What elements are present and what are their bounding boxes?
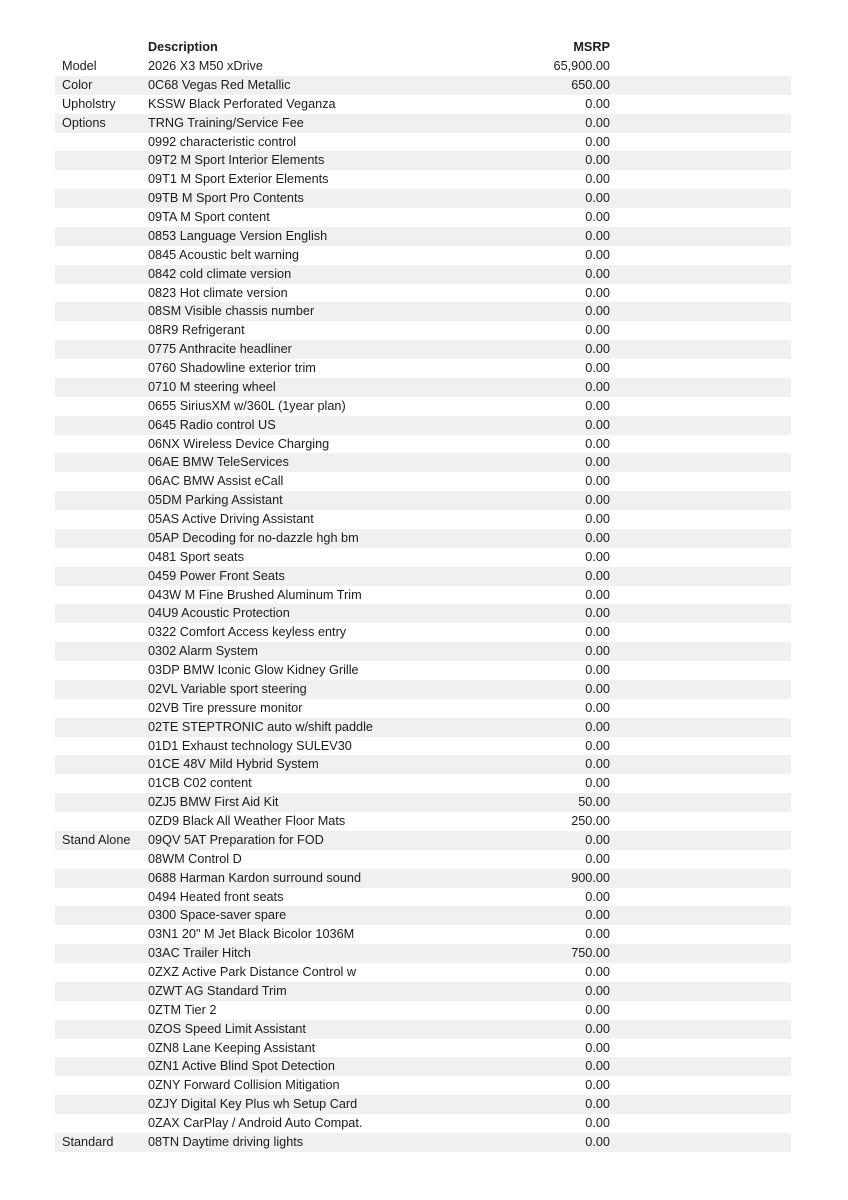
row-description: 06AC BMW Assist eCall: [148, 474, 284, 489]
row-description: 09QV 5AT Preparation for FOD: [148, 832, 324, 847]
row-description: 0322 Comfort Access keyless entry: [148, 625, 347, 640]
row-description: 0655 SiriusXM w/360L (1year plan): [148, 398, 346, 413]
row-msrp: 0.00: [585, 776, 610, 791]
row-msrp: 0.00: [585, 644, 610, 659]
row-description: 0853 Language Version English: [148, 228, 328, 243]
table-row: [55, 416, 791, 435]
table-row: [55, 793, 791, 812]
row-msrp: 0.00: [585, 96, 610, 111]
row-description: 01D1 Exhaust technology SULEV30: [148, 738, 352, 753]
table-row: [55, 699, 791, 718]
row-msrp: 0.00: [585, 832, 610, 847]
row-description: 08TN Daytime driving lights: [148, 1134, 304, 1149]
row-msrp: 0.00: [585, 606, 610, 621]
row-msrp: 0.00: [585, 1040, 610, 1055]
row-msrp: 0.00: [585, 115, 610, 130]
row-msrp: 0.00: [585, 172, 610, 187]
row-msrp: 0.00: [585, 983, 610, 998]
row-msrp: 0.00: [585, 417, 610, 432]
row-msrp: 0.00: [585, 436, 610, 451]
row-description: 0845 Acoustic belt warning: [148, 247, 299, 262]
row-msrp: 0.00: [585, 398, 610, 413]
table-row: [55, 95, 791, 114]
row-description: 0459 Power Front Seats: [148, 568, 285, 583]
row-msrp: 0.00: [585, 568, 610, 583]
row-msrp: 0.00: [585, 757, 610, 772]
row-description: 02VL Variable sport steering: [148, 681, 307, 696]
table-row: [55, 208, 791, 227]
row-msrp: 0.00: [585, 663, 610, 677]
row-msrp: 0.00: [585, 191, 610, 206]
row-description: 0ZWT AG Standard Trim: [148, 983, 287, 998]
description-column-header: Description: [148, 40, 218, 54]
table-row: [55, 453, 791, 472]
row-description: 02VB Tire pressure monitor: [148, 700, 303, 715]
row-description: KSSW Black Perforated Veganza: [148, 96, 336, 111]
row-msrp: 750.00: [571, 946, 610, 961]
row-msrp: 0.00: [585, 266, 610, 281]
table-row: [55, 114, 791, 133]
row-description: 05AS Active Driving Assistant: [148, 512, 314, 526]
row-description: 02TE STEPTRONIC auto w/shift paddle: [148, 719, 373, 734]
table-row: [55, 397, 791, 416]
table-row: [55, 76, 791, 95]
row-msrp: 50.00: [578, 795, 610, 810]
table-row: [55, 170, 791, 189]
row-msrp: 0.00: [585, 1002, 610, 1017]
row-category: Options: [62, 115, 106, 130]
row-description: 08SM Visible chassis number: [148, 304, 315, 319]
row-msrp: 0.00: [585, 625, 610, 640]
table-row: [55, 1001, 791, 1020]
row-msrp: 0.00: [585, 285, 610, 300]
row-category: Model: [62, 59, 97, 73]
row-msrp: 0.00: [585, 908, 610, 923]
row-msrp: 0.00: [585, 927, 610, 942]
row-description: 2026 X3 M50 xDrive: [148, 59, 263, 73]
table-header-row: [55, 38, 791, 57]
table-row: [55, 718, 791, 737]
row-description: 09T2 M Sport Interior Elements: [148, 153, 325, 168]
row-description: 0ZJ5 BMW First Aid Kit: [148, 795, 279, 810]
row-description: 0ZNY Forward Collision Mitigation: [148, 1078, 340, 1093]
row-description: 08R9 Refrigerant: [148, 323, 245, 338]
row-msrp: 0.00: [585, 1059, 610, 1074]
table-row: [55, 812, 791, 831]
table-row: [55, 586, 791, 605]
vehicle-options-table: [55, 38, 791, 1152]
row-description: 09T1 M Sport Exterior Elements: [148, 172, 329, 187]
row-msrp: 250.00: [571, 814, 610, 828]
row-msrp: 0.00: [585, 681, 610, 696]
table-row: [55, 529, 791, 548]
table-body: [55, 57, 791, 1152]
table-row: [55, 1020, 791, 1039]
table-row: [55, 151, 791, 170]
row-msrp: 0.00: [585, 153, 610, 168]
row-msrp: 0.00: [585, 455, 610, 470]
row-description: 09TA M Sport content: [148, 210, 270, 224]
table-row: [55, 1095, 791, 1114]
table-row: [55, 1133, 791, 1152]
row-msrp: 650.00: [571, 77, 610, 92]
row-description: 0ZTM Tier 2: [148, 1002, 217, 1017]
table-row: [55, 435, 791, 454]
row-description: 05DM Parking Assistant: [148, 493, 283, 508]
row-description: 0481 Sport seats: [148, 549, 244, 564]
row-description: 06AE BMW TeleServices: [148, 455, 289, 470]
table-row: [55, 548, 791, 567]
row-msrp: 0.00: [585, 1021, 610, 1036]
row-msrp: 0.00: [585, 361, 610, 375]
table-row: [55, 906, 791, 925]
table-row: [55, 850, 791, 869]
row-description: 05AP Decoding for no-dazzle hgh bm: [148, 530, 359, 545]
row-description: 0710 M steering wheel: [148, 379, 276, 394]
table-row: [55, 604, 791, 623]
table-row: [55, 755, 791, 774]
row-description: 0ZN1 Active Blind Spot Detection: [148, 1059, 335, 1074]
table-row: [55, 1057, 791, 1076]
table-row: [55, 944, 791, 963]
row-description: 0ZD9 Black All Weather Floor Mats: [148, 814, 346, 828]
row-msrp: 0.00: [585, 493, 610, 508]
row-category: Upholstry: [62, 96, 116, 111]
table-row: [55, 133, 791, 152]
row-description: 0688 Harman Kardon surround sound: [148, 870, 362, 885]
row-description: 0645 Radio control US: [148, 417, 276, 432]
row-description: 08WM Control D: [148, 851, 242, 866]
row-description: 0302 Alarm System: [148, 644, 259, 659]
table-row: [55, 831, 791, 850]
row-description: 03N1 20" M Jet Black Bicolor 1036M: [148, 927, 355, 942]
row-description: 0ZN8 Lane Keeping Assistant: [148, 1040, 316, 1055]
row-msrp: 0.00: [585, 247, 610, 262]
row-msrp: 65,900.00: [553, 59, 610, 73]
row-msrp: 0.00: [585, 512, 610, 526]
row-description: 0ZJY Digital Key Plus wh Setup Card: [148, 1097, 358, 1112]
table-row: [55, 1039, 791, 1058]
table-row: [55, 925, 791, 944]
row-description: 0842 cold climate version: [148, 266, 292, 281]
row-msrp: 0.00: [585, 134, 610, 149]
row-description: 03DP BMW Iconic Glow Kidney Grille: [148, 663, 359, 677]
row-description: 043W M Fine Brushed Aluminum Trim: [148, 587, 362, 602]
row-msrp: 0.00: [585, 700, 610, 715]
row-description: 0494 Heated front seats: [148, 889, 284, 904]
row-category: Standard: [62, 1134, 114, 1149]
table-row: [55, 567, 791, 586]
row-description: 0775 Anthracite headliner: [148, 342, 292, 357]
table-row: [55, 869, 791, 888]
table-row: [55, 963, 791, 982]
table-row: [55, 265, 791, 284]
table-row: [55, 189, 791, 208]
row-description: 0ZOS Speed Limit Assistant: [148, 1021, 306, 1036]
row-description: TRNG Training/Service Fee: [148, 115, 304, 130]
row-description: 0300 Space-saver spare: [148, 908, 287, 923]
row-msrp: 0.00: [585, 323, 610, 338]
table-row: [55, 661, 791, 680]
row-msrp: 0.00: [585, 965, 610, 979]
row-msrp: 0.00: [585, 1097, 610, 1112]
row-category: Stand Alone: [62, 832, 131, 847]
table-row: [55, 284, 791, 303]
row-description: 0823 Hot climate version: [148, 285, 288, 300]
row-msrp: 0.00: [585, 474, 610, 489]
row-description: 01CE 48V Mild Hybrid System: [148, 757, 319, 772]
row-description: 0992 characteristic control: [148, 134, 297, 149]
row-msrp: 0.00: [585, 1078, 610, 1093]
table-row: [55, 472, 791, 491]
row-msrp: 0.00: [585, 587, 610, 602]
row-msrp: 0.00: [585, 719, 610, 734]
row-description: 09TB M Sport Pro Contents: [148, 191, 304, 206]
row-description: 0C68 Vegas Red Metallic: [148, 77, 291, 92]
row-msrp: 0.00: [585, 738, 610, 753]
row-description: 01CB C02 content: [148, 776, 252, 791]
table-row: [55, 340, 791, 359]
table-row: [55, 359, 791, 378]
table-row: [55, 1076, 791, 1095]
msrp-column-header: MSRP: [573, 40, 610, 54]
row-msrp: 0.00: [585, 228, 610, 243]
row-msrp: 0.00: [585, 851, 610, 866]
row-msrp: 0.00: [585, 530, 610, 545]
table-row: [55, 246, 791, 265]
row-description: 0ZXZ Active Park Distance Control w: [148, 965, 357, 979]
table-row: [55, 982, 791, 1001]
table-row: [55, 680, 791, 699]
row-description: 03AC Trailer Hitch: [148, 946, 251, 961]
row-msrp: 0.00: [585, 1134, 610, 1149]
table-row: [55, 378, 791, 397]
row-msrp: 0.00: [585, 304, 610, 319]
table-row: [55, 227, 791, 246]
row-msrp: 0.00: [585, 210, 610, 224]
table-row: [55, 888, 791, 907]
row-category: Color: [62, 77, 93, 92]
table-row: [55, 510, 791, 529]
table-row: [55, 623, 791, 642]
row-description: 0760 Shadowline exterior trim: [148, 361, 316, 375]
table-row: [55, 321, 791, 340]
table-row: [55, 302, 791, 321]
row-msrp: 0.00: [585, 549, 610, 564]
row-msrp: 0.00: [585, 379, 610, 394]
table-row: [55, 737, 791, 756]
row-msrp: 0.00: [585, 1116, 610, 1130]
table-row: [55, 57, 791, 76]
row-msrp: 0.00: [585, 889, 610, 904]
table-row: [55, 491, 791, 510]
row-msrp: 0.00: [585, 342, 610, 357]
row-description: 06NX Wireless Device Charging: [148, 436, 330, 451]
table-row: [55, 1114, 791, 1133]
table-row: [55, 642, 791, 661]
row-msrp: 900.00: [571, 870, 610, 885]
row-description: 04U9 Acoustic Protection: [148, 606, 290, 621]
table-row: [55, 774, 791, 793]
row-description: 0ZAX CarPlay / Android Auto Compat.: [148, 1116, 363, 1130]
